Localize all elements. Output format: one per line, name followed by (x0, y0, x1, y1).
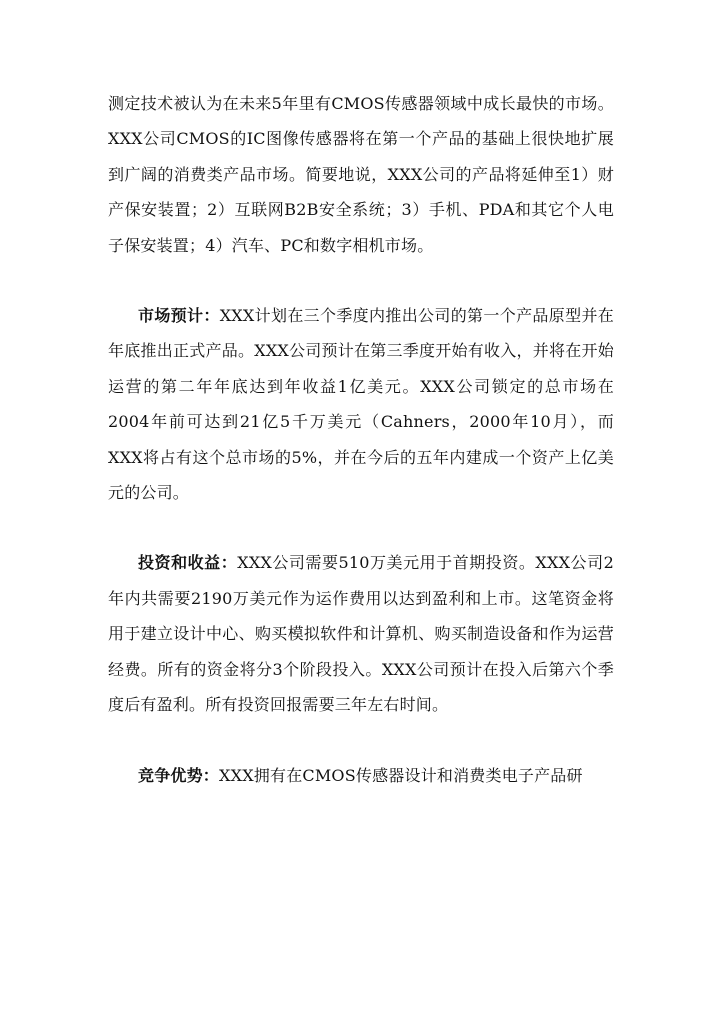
document-page (108, 86, 614, 793)
paragraph-competitive-advantage (108, 758, 614, 793)
paragraph-spacer (108, 723, 614, 758)
paragraph-heading: 竞争优势： (138, 765, 220, 785)
paragraph-cmos-market (108, 86, 614, 263)
paragraph-heading: 市场预计： (138, 306, 220, 326)
paragraph-text: XXX公司需要510万美元用于首期投资。XXX公司2年内共需要2190万美元作为运作费用以达到盈利和上市。这笔资金将用于建立设计中心、购买模拟软件和计算机、购买制造设备和作为运营经费。所有的资金将分3个阶段投入。XXX公司预计在投入后第六个季度后有盈利。所有投资回报需要三年左右时间。 (108, 553, 614, 715)
paragraph-text: XXX计划在三个季度内推出公司的第一个产品原型并在年底推出正式产品。XXX公司预计在第三季度开始有收入，并将在开始运营的第二年年底达到年收益1亿美元。XXX公司锁定的总市场在2004年前可达到21亿5千万美元（Cahners，2000年10月），而XXX将占有这个总市场的5%，并在今后的五年内建成一个资产上亿美元的公司。 (108, 306, 614, 503)
paragraph-text: XXX拥有在CMOS传感器设计和消费类电子产品研 (219, 765, 583, 785)
paragraph-market-forecast (108, 298, 614, 510)
paragraph-spacer (108, 510, 614, 545)
paragraph-heading: 投资和收益： (138, 553, 238, 573)
paragraph-text: 测定技术被认为在未来5年里有CMOS传感器领域中成长最快的市场。XXX公司CMOS的IC图像传感器将在第一个产品的基础上很快地扩展到广阔的消费类产品市场。简要地说，XXX公司的产品将延伸至1）财产保安装置；2）互联网B2B安全系统；3）手机、PDA和其它个人电子保安装置；4）汽车、PC和数字相机市场。 (108, 94, 614, 255)
paragraph-spacer (108, 263, 614, 298)
paragraph-investment-returns (108, 545, 614, 722)
